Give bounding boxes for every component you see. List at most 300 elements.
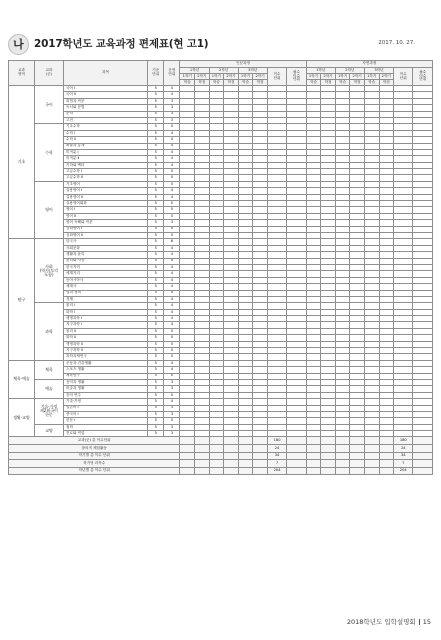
table-foot bbox=[9, 437, 433, 475]
subject-cell: 국어 Ⅰ bbox=[64, 86, 148, 92]
unit-cell: 5 bbox=[164, 213, 180, 219]
col-track2: 자연과정 bbox=[306, 61, 432, 68]
base-cell: 5 bbox=[148, 309, 164, 315]
unit-cell: 0 bbox=[164, 354, 180, 360]
summary-cell bbox=[364, 467, 379, 475]
summary-cell bbox=[209, 460, 224, 468]
base-cell: 5 bbox=[148, 367, 164, 373]
unit-cell: 4 bbox=[164, 188, 180, 194]
subject-cell: 물리 Ⅰ bbox=[64, 303, 148, 309]
summary-cell bbox=[180, 467, 195, 475]
summary-cell bbox=[364, 437, 379, 445]
base-cell: 5 bbox=[148, 341, 164, 347]
summary-cell bbox=[321, 452, 336, 460]
semester-label: 2학기 bbox=[195, 74, 210, 80]
t2-grade3: 3학년 bbox=[364, 68, 393, 74]
t1-grade1: 1학년 bbox=[180, 68, 209, 74]
summary-cell: 204 bbox=[394, 467, 413, 475]
summary-cell bbox=[224, 460, 239, 468]
subject-cell: 동아시아사 bbox=[64, 277, 148, 283]
subject-cell: 체육탐구 bbox=[64, 373, 148, 379]
summary-label: 학년별 총 이수 단위 bbox=[9, 467, 180, 475]
subject-cell: 영어 Ⅰ bbox=[64, 207, 148, 213]
summary-cell: 24 bbox=[267, 445, 286, 453]
subject-cell: 기초수학 bbox=[64, 124, 148, 130]
subject-cell: 기하와 벡터 bbox=[64, 162, 148, 168]
summary-label: 학기별 총 이수 단위 bbox=[9, 452, 180, 460]
col-subject: 과목 bbox=[64, 61, 148, 86]
summary-cell: 180 bbox=[267, 437, 286, 445]
base-cell: 5 bbox=[148, 149, 164, 155]
base-cell: 5 bbox=[148, 188, 164, 194]
sub-label: 학습 bbox=[364, 80, 379, 86]
unit-cell: 4 bbox=[164, 284, 180, 290]
subject-cell: 한국사 bbox=[64, 239, 148, 245]
subject-cell: 음악과 생활 bbox=[64, 379, 148, 385]
summary-cell: 34 bbox=[394, 452, 413, 460]
summary-cell bbox=[350, 452, 365, 460]
summary-label: 교과(군) 총 이수단위 bbox=[9, 437, 180, 445]
base-cell: 5 bbox=[148, 258, 164, 264]
base-cell: 5 bbox=[148, 143, 164, 149]
table-head bbox=[9, 61, 433, 86]
summary-cell bbox=[413, 452, 433, 460]
subject-cell: 심화영어 Ⅱ bbox=[64, 232, 148, 238]
unit-cell: 4 bbox=[164, 309, 180, 315]
curriculum-table bbox=[8, 60, 433, 475]
summary-cell bbox=[379, 437, 394, 445]
base-cell: 5 bbox=[148, 86, 164, 92]
base-cell: 5 bbox=[148, 399, 164, 405]
unit-cell: 3 bbox=[164, 111, 180, 117]
summary-cell: 34 bbox=[267, 452, 286, 460]
base-cell: 5 bbox=[148, 117, 164, 123]
t1-total: 이수 단위 bbox=[267, 68, 286, 86]
summary-cell bbox=[238, 467, 253, 475]
subject-cell: 고급수학 Ⅱ bbox=[64, 175, 148, 181]
category-cell: 교양 bbox=[34, 424, 63, 437]
summary-cell bbox=[306, 452, 321, 460]
summary-cell bbox=[253, 452, 268, 460]
subject-cell: 음악 연주 bbox=[64, 392, 148, 398]
unit-cell: 4 bbox=[164, 367, 180, 373]
subject-cell: 물리 Ⅱ bbox=[64, 328, 148, 334]
summary-cell bbox=[209, 437, 224, 445]
summary-row bbox=[9, 437, 433, 445]
unit-cell: 4 bbox=[164, 245, 180, 251]
category-cell: 과학 bbox=[34, 303, 63, 361]
summary-cell: 204 bbox=[267, 467, 286, 475]
subject-cell: 확률과 통계 bbox=[64, 143, 148, 149]
subject-cell: 심화영어 Ⅰ bbox=[64, 226, 148, 232]
subject-cell: 고전 bbox=[64, 117, 148, 123]
subject-cell: 수학 Ⅰ bbox=[64, 130, 148, 136]
unit-cell: 3 bbox=[164, 105, 180, 111]
base-cell: 5 bbox=[148, 124, 164, 130]
summary-cell bbox=[224, 467, 239, 475]
summary-cell bbox=[306, 437, 321, 445]
sub-label: 학점 bbox=[253, 80, 268, 86]
subject-cell: 실용영어 Ⅰ bbox=[64, 188, 148, 194]
unit-cell: 3 bbox=[164, 411, 180, 417]
unit-cell: 0 bbox=[164, 328, 180, 334]
subject-cell: 화법과 작문 bbox=[64, 98, 148, 104]
unit-cell: 4 bbox=[164, 137, 180, 143]
subject-cell: 철학 bbox=[64, 424, 148, 430]
subject-cell: 미술과 생활 bbox=[64, 386, 148, 392]
summary-cell bbox=[335, 452, 350, 460]
summary-cell bbox=[209, 452, 224, 460]
subject-cell: 운동과 건강생활 bbox=[64, 360, 148, 366]
subject-cell: 경제 bbox=[64, 296, 148, 302]
summary-cell bbox=[195, 452, 210, 460]
subject-cell: 영어 독해와 작문 bbox=[64, 220, 148, 226]
subject-cell: 한문 Ⅰ bbox=[64, 418, 148, 424]
sub-label: 학점 bbox=[379, 80, 394, 86]
summary-cell bbox=[180, 460, 195, 468]
base-cell: 5 bbox=[148, 162, 164, 168]
base-cell: 5 bbox=[148, 405, 164, 411]
summary-cell: 180 bbox=[394, 437, 413, 445]
unit-cell: 0 bbox=[164, 169, 180, 175]
subject-cell: 미적분 Ⅱ bbox=[64, 156, 148, 162]
base-cell: 5 bbox=[148, 264, 164, 270]
subject-cell: 화학 Ⅱ bbox=[64, 335, 148, 341]
unit-cell: 4 bbox=[164, 252, 180, 258]
summary-row bbox=[9, 445, 433, 453]
unit-cell: 3 bbox=[164, 386, 180, 392]
subject-cell: 문학 bbox=[64, 111, 148, 117]
summary-cell bbox=[224, 437, 239, 445]
unit-cell: 4 bbox=[164, 399, 180, 405]
unit-cell: 4 bbox=[164, 316, 180, 322]
summary-cell bbox=[335, 460, 350, 468]
unit-cell: 3 bbox=[164, 98, 180, 104]
t1-grade2: 2학년 bbox=[209, 68, 238, 74]
footer-divider bbox=[419, 619, 420, 625]
summary-cell bbox=[195, 467, 210, 475]
subject-cell: 스포츠 생활 bbox=[64, 367, 148, 373]
sub-label: 학습 bbox=[306, 80, 321, 86]
unit-cell: 4 bbox=[164, 156, 180, 162]
document-date: 2017. 10. 27. bbox=[378, 40, 415, 46]
subject-cell: 진로와 직업 bbox=[64, 431, 148, 437]
summary-cell bbox=[253, 460, 268, 468]
base-cell: 5 bbox=[148, 277, 164, 283]
sub-label: 학점 bbox=[224, 80, 239, 86]
subject-cell: 수학 Ⅱ bbox=[64, 137, 148, 143]
subject-cell: 고급수학 Ⅰ bbox=[64, 169, 148, 175]
summary-cell bbox=[379, 460, 394, 468]
base-cell: 5 bbox=[148, 373, 164, 379]
base-cell: 5 bbox=[148, 207, 164, 213]
subject-cell: 실용영어회화 bbox=[64, 201, 148, 207]
base-cell: 5 bbox=[148, 379, 164, 385]
base-cell: 5 bbox=[148, 290, 164, 296]
unit-cell: 4 bbox=[164, 290, 180, 296]
summary-cell bbox=[224, 452, 239, 460]
base-cell: 5 bbox=[148, 181, 164, 187]
t1-required: 필수 이수 단위 bbox=[287, 68, 306, 86]
unit-cell: 0 bbox=[164, 373, 180, 379]
summary-cell: 7 bbox=[394, 460, 413, 468]
subject-cell: 미적분 Ⅰ bbox=[64, 149, 148, 155]
base-cell: 5 bbox=[148, 175, 164, 181]
base-cell: 5 bbox=[148, 328, 164, 334]
summary-cell bbox=[321, 467, 336, 475]
base-cell: 5 bbox=[148, 245, 164, 251]
summary-cell bbox=[209, 467, 224, 475]
unit-cell: 3 bbox=[164, 431, 180, 437]
category-cell: 수학 bbox=[34, 124, 63, 182]
t2-total: 이수 단위 bbox=[394, 68, 413, 86]
summary-row bbox=[9, 467, 433, 475]
base-cell: 5 bbox=[148, 220, 164, 226]
sub-label: 학점 bbox=[195, 80, 210, 86]
subject-cell: 세계지리 bbox=[64, 271, 148, 277]
subject-cell: 독서와 문법 bbox=[64, 105, 148, 111]
col-basic: 운영 단위 bbox=[164, 61, 180, 86]
summary-cell bbox=[413, 467, 433, 475]
summary-cell bbox=[209, 445, 224, 453]
summary-cell bbox=[224, 445, 239, 453]
base-cell: 5 bbox=[148, 271, 164, 277]
summary-cell bbox=[287, 467, 306, 475]
summary-cell bbox=[253, 467, 268, 475]
base-cell: 5 bbox=[148, 201, 164, 207]
sub-label: 학습 bbox=[180, 80, 195, 86]
subject-cell: 지구과학 Ⅱ bbox=[64, 348, 148, 354]
unit-cell: 4 bbox=[164, 143, 180, 149]
summary-cell bbox=[321, 437, 336, 445]
summary-cell bbox=[379, 467, 394, 475]
summary-label: 학기당 과목수 bbox=[9, 460, 180, 468]
unit-cell: 0 bbox=[164, 181, 180, 187]
page-number: 15 bbox=[422, 618, 431, 626]
unit-cell: 3 bbox=[164, 379, 180, 385]
t2-grade1: 1학년 bbox=[306, 68, 335, 74]
summary-cell: 7 bbox=[267, 460, 286, 468]
summary-cell bbox=[238, 437, 253, 445]
summary-cell: 24 bbox=[394, 445, 413, 453]
unit-cell: 4 bbox=[164, 271, 180, 277]
sub-label: 학습 bbox=[335, 80, 350, 86]
unit-cell: 0 bbox=[164, 201, 180, 207]
unit-cell: 4 bbox=[164, 162, 180, 168]
unit-cell: 4 bbox=[164, 303, 180, 309]
base-cell: 5 bbox=[148, 232, 164, 238]
summary-cell bbox=[364, 445, 379, 453]
subject-cell: 생명과학 Ⅰ bbox=[64, 316, 148, 322]
summary-cell bbox=[195, 437, 210, 445]
summary-cell bbox=[413, 460, 433, 468]
summary-cell bbox=[306, 445, 321, 453]
summary-cell bbox=[180, 445, 195, 453]
summary-cell bbox=[238, 452, 253, 460]
unit-cell: 4 bbox=[164, 194, 180, 200]
summary-cell bbox=[180, 452, 195, 460]
unit-cell: 4 bbox=[164, 360, 180, 366]
area-cell: 기초 bbox=[9, 86, 35, 239]
base-cell: 5 bbox=[148, 335, 164, 341]
subject-cell: 윤리와 사상 bbox=[64, 258, 148, 264]
unit-cell: 0 bbox=[164, 418, 180, 424]
base-cell: 5 bbox=[148, 418, 164, 424]
unit-cell: 3 bbox=[164, 117, 180, 123]
unit-cell: 4 bbox=[164, 264, 180, 270]
base-cell: 5 bbox=[148, 296, 164, 302]
base-cell: 5 bbox=[148, 411, 164, 417]
table-body bbox=[9, 86, 433, 437]
unit-cell: 0 bbox=[164, 335, 180, 341]
subject-cell: 과학과제연구 bbox=[64, 354, 148, 360]
base-cell: 5 bbox=[148, 98, 164, 104]
summary-cell bbox=[364, 460, 379, 468]
unit-cell: 4 bbox=[164, 258, 180, 264]
semester-label: 1학기 bbox=[306, 74, 321, 80]
summary-cell bbox=[306, 467, 321, 475]
unit-cell: 6 bbox=[164, 239, 180, 245]
section-badge: 나 bbox=[8, 34, 29, 55]
base-cell: 5 bbox=[148, 169, 164, 175]
summary-cell bbox=[350, 445, 365, 453]
sub-label: 학습 bbox=[238, 80, 253, 86]
summary-cell bbox=[335, 467, 350, 475]
unit-cell: 0 bbox=[164, 124, 180, 130]
summary-cell bbox=[238, 445, 253, 453]
sub-label: 학습 bbox=[209, 80, 224, 86]
subject-cell: 세계사 bbox=[64, 284, 148, 290]
summary-cell bbox=[335, 445, 350, 453]
footer-text: 2018학년도 입학설명회 bbox=[346, 618, 416, 626]
page-footer bbox=[347, 617, 431, 626]
area-cell: 생활·교양 bbox=[9, 399, 35, 437]
summary-row bbox=[9, 452, 433, 460]
base-cell: 5 bbox=[148, 137, 164, 143]
summary-row bbox=[9, 460, 433, 468]
semester-label: 1학기 bbox=[238, 74, 253, 80]
col-group: 교과 영역 bbox=[9, 61, 35, 86]
category-cell: 체육 bbox=[34, 360, 63, 379]
summary-cell bbox=[321, 460, 336, 468]
summary-cell bbox=[287, 452, 306, 460]
col-track1: 인문과정 bbox=[180, 61, 306, 68]
base-cell: 5 bbox=[148, 226, 164, 232]
col-category: 교과 (군) bbox=[34, 61, 63, 86]
semester-label: 1학기 bbox=[364, 74, 379, 80]
unit-cell: 4 bbox=[164, 277, 180, 283]
subject-cell: 중국어 Ⅰ bbox=[64, 411, 148, 417]
summary-cell bbox=[350, 460, 365, 468]
base-cell: 5 bbox=[148, 322, 164, 328]
summary-cell bbox=[180, 437, 195, 445]
base-cell: 5 bbox=[148, 348, 164, 354]
sub-label: 학점 bbox=[350, 80, 365, 86]
subject-cell: 법과 정치 bbox=[64, 290, 148, 296]
unit-cell: 3 bbox=[164, 405, 180, 411]
summary-cell bbox=[287, 460, 306, 468]
summary-label: 창의적 체험활동 bbox=[9, 445, 180, 453]
unit-cell: 4 bbox=[164, 86, 180, 92]
summary-cell bbox=[413, 437, 433, 445]
subject-cell: 생활과 윤리 bbox=[64, 252, 148, 258]
summary-cell bbox=[238, 460, 253, 468]
summary-cell bbox=[306, 460, 321, 468]
unit-cell: 4 bbox=[164, 92, 180, 98]
subject-cell: 일본어 Ⅰ bbox=[64, 405, 148, 411]
base-cell: 5 bbox=[148, 360, 164, 366]
unit-cell: 0 bbox=[164, 226, 180, 232]
base-cell: 5 bbox=[148, 92, 164, 98]
base-cell: 5 bbox=[148, 392, 164, 398]
t2-grade2: 2학년 bbox=[335, 68, 364, 74]
base-cell: 5 bbox=[148, 284, 164, 290]
subject-cell: 화학 Ⅰ bbox=[64, 309, 148, 315]
semester-label: 2학기 bbox=[253, 74, 268, 80]
summary-cell bbox=[364, 452, 379, 460]
summary-cell bbox=[350, 467, 365, 475]
summary-cell bbox=[350, 437, 365, 445]
base-cell: 5 bbox=[148, 303, 164, 309]
summary-cell bbox=[379, 445, 394, 453]
unit-cell: 4 bbox=[164, 149, 180, 155]
base-cell: 5 bbox=[148, 156, 164, 162]
subject-cell: 한국지리 bbox=[64, 264, 148, 270]
semester-label: 2학기 bbox=[350, 74, 365, 80]
unit-cell: 4 bbox=[164, 130, 180, 136]
category-cell: 기술·가정 제2외국어 한문 bbox=[34, 399, 63, 425]
base-cell: 5 bbox=[148, 130, 164, 136]
subject-cell: 영어 Ⅱ bbox=[64, 213, 148, 219]
summary-cell bbox=[195, 460, 210, 468]
summary-cell bbox=[335, 437, 350, 445]
summary-cell bbox=[253, 437, 268, 445]
area-cell: 탐구 bbox=[9, 239, 35, 360]
unit-cell: 0 bbox=[164, 232, 180, 238]
base-cell: 5 bbox=[148, 386, 164, 392]
base-cell: 5 bbox=[148, 354, 164, 360]
semester-label: 2학기 bbox=[224, 74, 239, 80]
unit-cell: 0 bbox=[164, 348, 180, 354]
unit-cell: 4 bbox=[164, 322, 180, 328]
unit-cell: 3 bbox=[164, 220, 180, 226]
base-cell: 5 bbox=[148, 213, 164, 219]
subject-cell: 기초영어 bbox=[64, 181, 148, 187]
unit-cell: 0 bbox=[164, 392, 180, 398]
base-cell: 5 bbox=[148, 431, 164, 437]
t1-grade3: 3학년 bbox=[238, 68, 267, 74]
semester-label: 2학기 bbox=[321, 74, 336, 80]
t2-required: 필수 이수 단위 bbox=[413, 68, 433, 86]
unit-cell: 3 bbox=[164, 424, 180, 430]
subject-cell: 국어 Ⅱ bbox=[64, 92, 148, 98]
category-cell: 국어 bbox=[34, 86, 63, 124]
unit-cell: 0 bbox=[164, 341, 180, 347]
semester-label: 2학기 bbox=[379, 74, 394, 80]
summary-cell bbox=[195, 445, 210, 453]
subject-cell: 사회문화 bbox=[64, 245, 148, 251]
unit-cell: 0 bbox=[164, 175, 180, 181]
subject-cell: 생명과학 Ⅱ bbox=[64, 341, 148, 347]
category-cell: 영어 bbox=[34, 181, 63, 239]
base-cell: 5 bbox=[148, 239, 164, 245]
curriculum-table-wrap bbox=[8, 60, 433, 610]
category-cell: 예술 bbox=[34, 379, 63, 398]
summary-cell bbox=[253, 445, 268, 453]
category-cell: 사회 (역사/도덕 포함) bbox=[34, 239, 63, 303]
sub-label: 학점 bbox=[321, 80, 336, 86]
area-cell: 체육·예술 bbox=[9, 360, 35, 398]
